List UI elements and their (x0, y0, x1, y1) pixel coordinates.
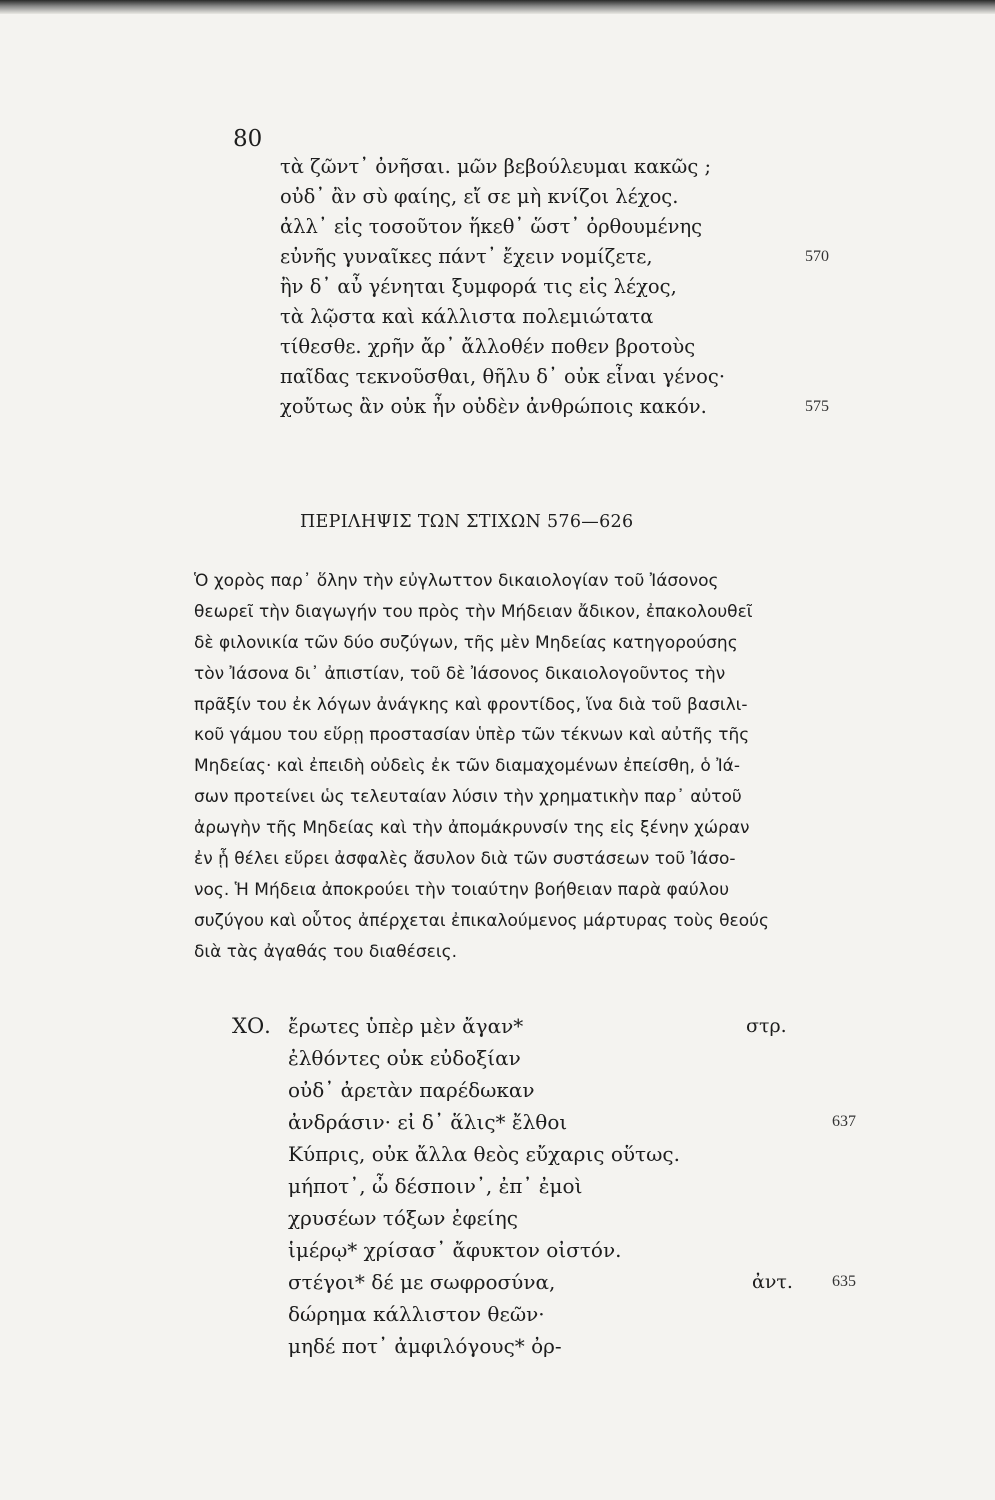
summary-line: Ὁ χορὸς παρ᾽ ὅλην τὴν εὐγλωττον δικαιολογίαν τοῦ Ἰάσονος (194, 571, 719, 591)
summary-line: νος. Ἡ Μήδεια ἀποκρούει τὴν τοιαύτην βοήθειαν παρὰ φαύλου (194, 879, 730, 900)
verse-text: ἢν δ᾽ αὖ γένηται ξυμφορά τις εἰς λέχος, (280, 275, 677, 298)
chorus-line (232, 1074, 852, 1106)
chorus-line (232, 1138, 852, 1170)
summary-line: συζύγου καὶ οὗτος ἀπέρχεται ἐπικαλούμενος μάρτυρας τοὺς θεούς (194, 910, 769, 931)
chorus-text: ἀνδράσιν· εἰ δ᾽ ἅλις* ἔλθοι (288, 1110, 568, 1134)
summary-paragraph (194, 566, 804, 968)
summary-line: ἀρωγὴν τῆς Μηδείας καὶ τὴν ἀπομάκρυνσίν της εἰς ξένην χώραν (194, 818, 750, 839)
verse-text: ἀλλ᾽ εἰς τοσοῦτον ἥκεθ᾽ ὥστ᾽ ὀρθουμένης (280, 215, 703, 238)
chorus-line (232, 1010, 852, 1042)
chorus-block (232, 1010, 856, 1362)
line-number: 575 (805, 398, 829, 415)
summary-line: δὲ φιλονικία τῶν δύο συζύγων, τῆς μὲν Μηδείας κατηγορούσης (194, 632, 738, 653)
chorus-text: ἱμέρῳ* χρίσασ᾽ ἄφυκτον οἰστόν. (288, 1238, 622, 1262)
line-number: 570 (805, 248, 829, 265)
chorus-text: μηδέ ποτ᾽ ἀμφιλόγους* ὀρ- (288, 1334, 562, 1358)
line-number: 635 (832, 1273, 856, 1290)
strophe-mark: στρ. (746, 1015, 787, 1037)
line-number: 637 (832, 1113, 856, 1130)
verse-line (280, 362, 840, 392)
chorus-text: οὐδ᾽ ἀρετὰν παρέδωκαν (288, 1078, 535, 1102)
speaker-label: ΧΟ. (232, 1014, 271, 1038)
summary-line: θεωρεῖ τὴν διαγωγήν του πρὸς τὴν Μήδειαν ἄδικον, ἐπακολουθεῖ (194, 601, 753, 622)
verse-line (280, 272, 840, 302)
page-top-edge (0, 0, 995, 14)
verse-block (280, 152, 840, 422)
chorus-line (232, 1298, 852, 1330)
verse-text: τὰ ζῶντ᾽ ὀνῆσαι. μῶν βεβούλευμαι κακῶς ; (280, 155, 712, 178)
verse-line (280, 182, 840, 212)
chorus-text: Κύπρις, οὐκ ἄλλα θεὸς εὔχαρις οὕτως. (288, 1142, 680, 1166)
antistrophe-mark: ἀντ. (752, 1271, 793, 1293)
verse-text: χοὔτως ἂν οὐκ ἦν οὐδὲν ἀνθρώποις κακόν. (280, 395, 707, 418)
verse-text: παῖδας τεκνοῦσθαι, θῆλυ δ᾽ οὐκ εἶναι γένος· (280, 365, 726, 388)
summary-line: Μηδείας· καὶ ἐπειδὴ οὐδεὶς ἐκ τῶν διαμαχομένων ἐπείσθη, ὁ Ἰά- (194, 756, 741, 777)
chorus-text: δώρημα κάλλιστον θεῶν· (288, 1302, 545, 1326)
chorus-text: ἐλθόντες οὐκ εὐδοξίαν (288, 1046, 521, 1070)
chorus-text: χρυσέων τόξων ἐφείης (288, 1206, 518, 1230)
chorus-line (232, 1106, 856, 1138)
summary-line: πρᾶξίν του ἐκ λόγων ἀνάγκης καὶ φροντίδος, ἵνα διὰ τοῦ βασιλι- (194, 694, 748, 715)
chorus-line (232, 1234, 852, 1266)
verse-text: εὐνῆς γυναῖκες πάντ᾽ ἔχειν νομίζετε, (280, 245, 653, 268)
chorus-line (232, 1042, 852, 1074)
verse-text: οὐδ᾽ ἂν σὺ φαίης, εἴ σε μὴ κνίζοι λέχος. (280, 185, 679, 208)
chorus-line (232, 1170, 852, 1202)
chorus-line (232, 1266, 856, 1298)
verse-line (280, 152, 840, 182)
summary-line: σων προτείνει ὡς τελευταίαν λύσιν τὴν χρηματικὴν παρ᾽ αὐτοῦ (194, 787, 742, 808)
verse-line (280, 302, 840, 332)
summary-heading: ΠΕΡΙΛΗΨΙΣ ΤΩΝ ΣΤΙΧΩΝ 576—626 (300, 512, 634, 532)
verse-line (280, 242, 840, 272)
chorus-line (232, 1202, 852, 1234)
verse-line (280, 392, 840, 422)
verse-line (280, 332, 840, 362)
summary-line: τὸν Ἰάσονα δι᾽ ἀπιστίαν, τοῦ δὲ Ἰάσονος δικαιολογοῦντος τὴν (194, 663, 726, 684)
chorus-text: ἔρωτες ὑπὲρ μὲν ἄγαν* (288, 1014, 524, 1038)
summary-line: ἐν ᾗ θέλει εὕρει ἀσφαλὲς ἄσυλον διὰ τῶν συστάσεων τοῦ Ἰάσο- (194, 849, 736, 870)
page-number: 80 (233, 126, 263, 152)
verse-text: τὰ λῷστα καὶ κάλλιστα πολεμιώτατα (280, 305, 654, 328)
chorus-text: στέγοι* δέ με σωφροσύνα, (288, 1270, 556, 1294)
chorus-line (232, 1330, 852, 1362)
summary-line: διὰ τὰς ἀγαθάς του διαθέσεις. (194, 941, 457, 962)
verse-text: τίθεσθε. χρῆν ἄρ᾽ ἄλλοθέν ποθεν βροτοὺς (280, 335, 696, 358)
chorus-text: μήποτ᾽, ὦ δέσποιν᾽, ἐπ᾽ ἐμοὶ (288, 1174, 583, 1198)
verse-line (280, 212, 840, 242)
summary-line: κοῦ γάμου του εὕρῃ προστασίαν ὑπὲρ τῶν τέκνων καὶ αὐτῆς τῆς (194, 725, 750, 746)
